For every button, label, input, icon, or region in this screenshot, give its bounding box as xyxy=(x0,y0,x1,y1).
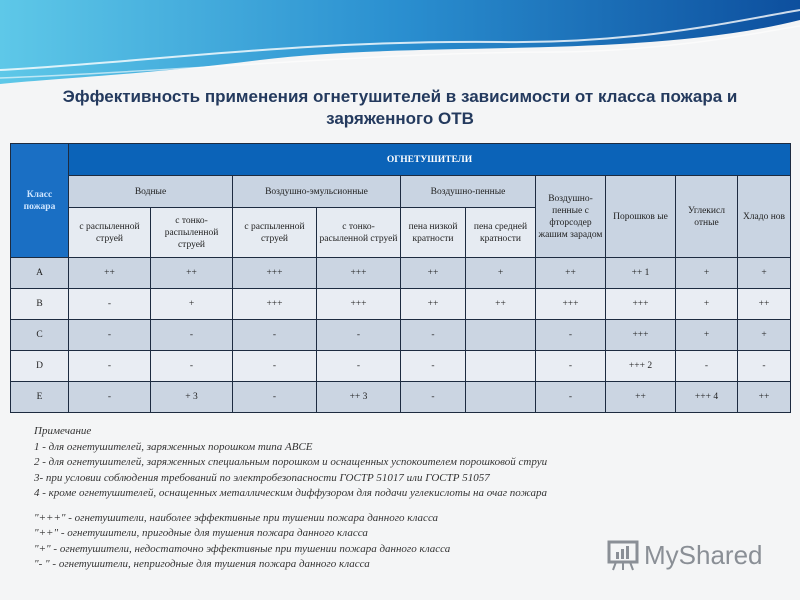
fire-class-cell: A xyxy=(11,258,69,289)
class-header: Класс пожара xyxy=(11,144,69,258)
rating-cell: ++ xyxy=(536,258,606,289)
rating-cell: ++ xyxy=(69,258,151,289)
rating-cell: - xyxy=(233,382,317,413)
extinguisher-table xyxy=(10,143,791,413)
rating-cell: ++ 3 xyxy=(317,382,401,413)
notes xyxy=(34,424,547,573)
rating-cell: + xyxy=(738,258,791,289)
rating-cell: - xyxy=(317,320,401,351)
legend-item: "+" - огнетушители, недостаточно эффективные при тушении пожара данного класса xyxy=(34,542,451,555)
group-header: ОГНЕТУШИТЕЛИ xyxy=(69,144,791,176)
note-item: 3- при условии соблюдения требований по электробезопасности ГОСТР 51017 или ГОСТР 51057 xyxy=(34,471,490,484)
subtype-header: с распыленной струей xyxy=(233,208,317,258)
rating-cell: ++ xyxy=(606,382,676,413)
rating-cell: - xyxy=(151,351,233,382)
rating-cell: ++ xyxy=(401,258,466,289)
presentation-icon xyxy=(606,538,640,572)
rating-cell: +++ xyxy=(536,289,606,320)
watermark-text: MyShared xyxy=(644,539,763,570)
rating-cell: + xyxy=(676,289,738,320)
type-header: Воздушно-пенные xyxy=(401,176,536,208)
notes-heading: Примечание xyxy=(34,425,92,437)
type-header: Воздушно-эмульсионные xyxy=(233,176,401,208)
fire-class-cell: E xyxy=(11,382,69,413)
rating-cell: - xyxy=(536,382,606,413)
type-header: Углекисл отные xyxy=(676,176,738,258)
type-header: Воздушно-пенные с фторсодер жашим зарадом xyxy=(536,176,606,258)
rating-cell: - xyxy=(69,320,151,351)
rating-cell: - xyxy=(676,351,738,382)
table-row xyxy=(11,289,791,320)
legend-item: "+++" - огнетушители, наиболее эффективные при тушении пожара данного класса xyxy=(34,511,439,524)
rating-cell: - xyxy=(69,351,151,382)
rating-cell: - xyxy=(233,351,317,382)
rating-cell: + 3 xyxy=(151,382,233,413)
rating-cell: - xyxy=(69,382,151,413)
rating-cell: ++ xyxy=(401,289,466,320)
rating-cell: - xyxy=(401,351,466,382)
rating-cell: +++ xyxy=(606,289,676,320)
rating-cell: +++ 4 xyxy=(676,382,738,413)
table-row xyxy=(11,382,791,413)
rating-cell: ++ xyxy=(738,289,791,320)
rating-cell: - xyxy=(317,351,401,382)
rating-cell: - xyxy=(151,320,233,351)
subtype-header: пена средней кратности xyxy=(466,208,536,258)
rating-cell: - xyxy=(536,320,606,351)
fire-class-cell: C xyxy=(11,320,69,351)
type-header: Порошков ые xyxy=(606,176,676,258)
rating-cell: - xyxy=(738,351,791,382)
note-item: 2 - для огнетушителей, заряженных специальным порошком и оснащенных успокоителем порошковой струи xyxy=(34,456,548,468)
rating-cell xyxy=(466,320,536,351)
table-row xyxy=(11,258,791,289)
watermark-logo xyxy=(606,538,763,572)
rating-cell: +++ xyxy=(233,289,317,320)
subtype-header: с тонко-расыленной струей xyxy=(317,208,401,258)
rating-cell: ++ 1 xyxy=(606,258,676,289)
fire-class-cell: B xyxy=(11,289,69,320)
rating-cell: +++ xyxy=(233,258,317,289)
subtype-header: с распыленной струей xyxy=(69,208,151,258)
rating-cell: - xyxy=(401,382,466,413)
legend-item: "- " - огнетушители, непригодные для тушения пожара данного класса xyxy=(34,558,370,570)
subtype-header: пена низкой кратности xyxy=(401,208,466,258)
table-row xyxy=(11,351,791,382)
subtype-header: с тонко-распыленной струей xyxy=(151,208,233,258)
rating-cell: ++ xyxy=(151,258,233,289)
type-header: Хладо нов xyxy=(738,176,791,258)
note-item: 1 - для огнетушителей, заряженных порошком типа ABCE xyxy=(34,440,313,453)
rating-cell: +++ xyxy=(606,320,676,351)
rating-cell xyxy=(466,351,536,382)
rating-cell: + xyxy=(151,289,233,320)
rating-cell: ++ xyxy=(466,289,536,320)
rating-cell: +++ xyxy=(317,289,401,320)
rating-cell: - xyxy=(536,351,606,382)
rating-cell: +++ 2 xyxy=(606,351,676,382)
fire-class-cell: D xyxy=(11,351,69,382)
rating-cell: + xyxy=(738,320,791,351)
rating-cell: + xyxy=(676,258,738,289)
rating-cell: + xyxy=(466,258,536,289)
rating-cell xyxy=(466,382,536,413)
legend-item: "++" - огнетушители, пригодные для тушения пожара данного класса xyxy=(34,527,368,539)
rating-cell: - xyxy=(233,320,317,351)
rating-cell: - xyxy=(69,289,151,320)
note-item: 4 - кроме огнетушителей, оснащенных металлическим диффузором для подачи углекислоты на очаг пожара xyxy=(34,487,548,499)
rating-cell: + xyxy=(676,320,738,351)
slide-title: Эффективность применения огнетушителей в зависимости от класса пожара и заряженного ОТВ xyxy=(62,87,738,128)
type-header: Водные xyxy=(69,176,233,208)
rating-cell: ++ xyxy=(738,382,791,413)
rating-cell: +++ xyxy=(317,258,401,289)
table-row xyxy=(11,320,791,351)
header-wave-decoration xyxy=(0,0,800,90)
rating-cell: - xyxy=(401,320,466,351)
